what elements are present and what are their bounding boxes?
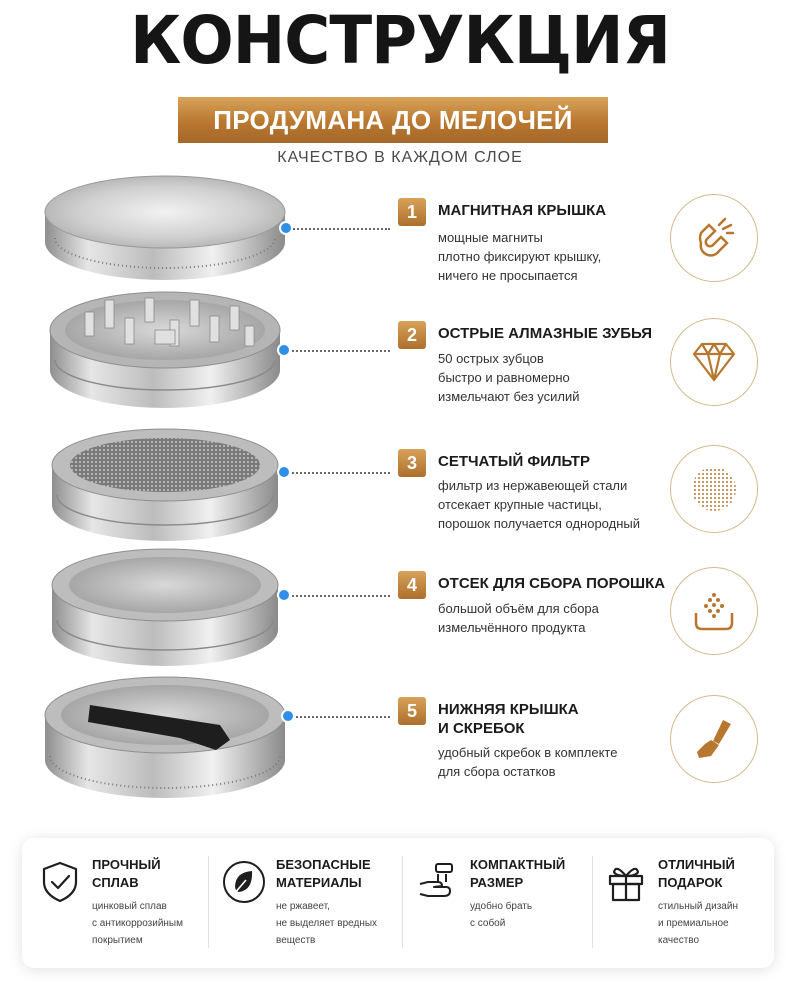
feature-title: ОТСЕК ДЛЯ СБОРА ПОРОШКА — [438, 575, 666, 592]
feature-number: 5 — [398, 697, 426, 725]
grinder-illustration — [30, 160, 300, 820]
feature-bottom-lid-scraper — [398, 697, 678, 787]
feature-description: 50 острых зубцов быстро и равномерно измельчают без усилий — [438, 351, 580, 404]
grinder-lid — [45, 176, 285, 280]
pointer-dot-3 — [279, 467, 289, 477]
benefit-description: не ржавеет, не выделяет вредных веществ — [276, 901, 378, 946]
shield-check-icon — [38, 860, 82, 904]
feature-title: МАГНИТНАЯ КРЫШКА — [438, 202, 607, 219]
diamond-icon — [670, 318, 758, 406]
feature-diamond-teeth — [398, 321, 678, 411]
gift-icon — [604, 860, 648, 904]
feature-number: 2 — [398, 321, 426, 349]
grinder-teeth-layer — [50, 292, 280, 408]
feature-description: фильтр из нержавеющей стали отсекает крупные частицы, порошок получается однородный — [438, 478, 641, 531]
powder-tray-icon — [670, 567, 758, 655]
benefit-description: удобно брать с собой — [470, 901, 533, 929]
mesh-icon — [670, 445, 758, 533]
page-title: КОНСТРУКЦИЯ — [130, 2, 670, 79]
divider — [402, 856, 403, 948]
subtitle-ribbon: ПРОДУМАНА ДО МЕЛОЧЕЙ — [178, 97, 608, 143]
leader-line-3 — [288, 472, 390, 474]
pointer-dot-4 — [279, 590, 289, 600]
feature-title: ОСТРЫЕ АЛМАЗНЫЕ ЗУБЬЯ — [438, 325, 653, 342]
tagline: КАЧЕСТВО В КАЖДОМ СЛОЕ — [277, 149, 523, 166]
magnet-icon — [670, 194, 758, 282]
leader-line-1 — [290, 228, 390, 230]
feature-mesh-filter — [398, 449, 678, 539]
benefit-description: стильный дизайн и премиальное качество — [658, 901, 738, 946]
benefits-card — [22, 838, 774, 968]
pointer-dot-2 — [279, 345, 289, 355]
grinder-bottom-layer — [45, 677, 285, 798]
benefit-title: ОТЛИЧНЫЙ ПОДАРОК — [658, 857, 735, 890]
pointer-dot-1 — [281, 223, 291, 233]
feature-number: 3 — [398, 449, 426, 477]
grinder-chamber-layer — [52, 549, 278, 666]
leader-line-2 — [288, 350, 390, 352]
divider — [592, 856, 593, 948]
feature-number: 1 — [398, 198, 426, 226]
feature-title: НИЖНЯЯ КРЫШКА И СКРЕБОК — [438, 701, 579, 737]
feature-description: удобный скребок в комплекте для сбора остатков — [438, 745, 618, 779]
pointer-dot-5 — [283, 711, 293, 721]
feature-description: мощные магниты плотно фиксируют крышку, ничего не просыпается — [438, 230, 602, 283]
feature-powder-chamber — [398, 571, 678, 641]
leader-line-5 — [292, 716, 390, 718]
leader-line-4 — [288, 595, 390, 597]
feature-magnetic-lid — [398, 198, 678, 288]
feature-number: 4 — [398, 571, 426, 599]
grinder-mesh-layer — [52, 429, 278, 541]
divider — [208, 856, 209, 948]
hand-icon — [416, 860, 460, 904]
leaf-icon — [222, 860, 266, 904]
benefit-title: КОМПАКТНЫЙ РАЗМЕР — [470, 857, 566, 890]
benefit-title: ПРОЧНЫЙ СПЛАВ — [92, 857, 161, 890]
benefit-description: цинковый сплав с антикоррозийным покрытием — [92, 901, 183, 946]
benefit-title: БЕЗОПАСНЫЕ МАТЕРИАЛЫ — [276, 857, 371, 890]
scraper-icon — [670, 695, 758, 783]
feature-description: большой объём для сбора измельчённого продукта — [438, 601, 599, 635]
feature-title: СЕТЧАТЫЙ ФИЛЬТР — [438, 453, 590, 470]
